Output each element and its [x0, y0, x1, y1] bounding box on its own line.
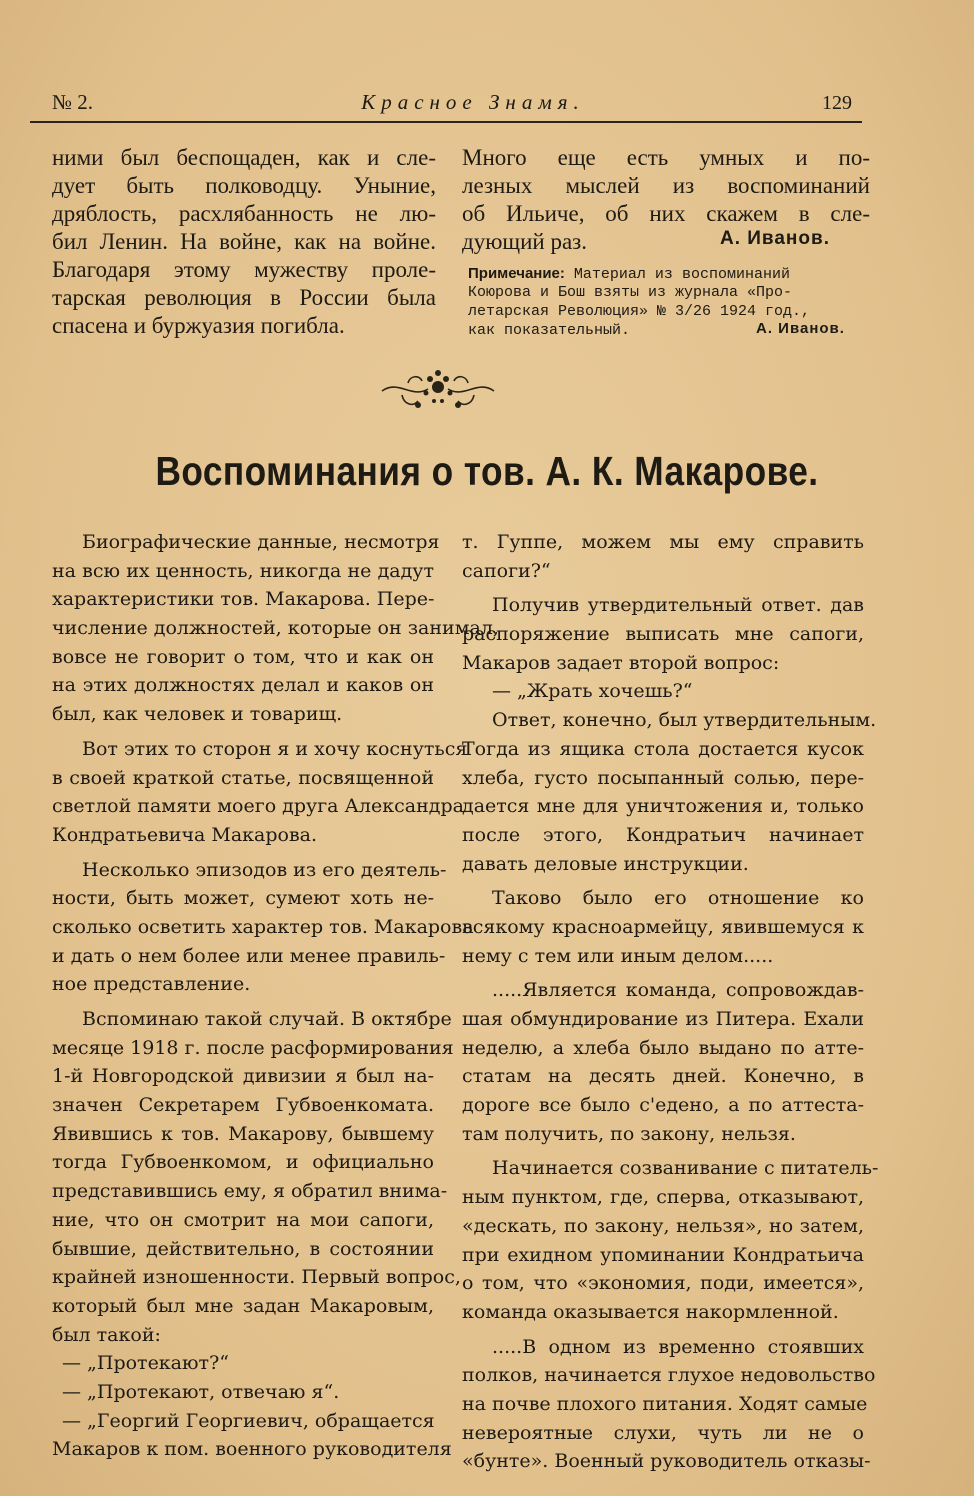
text-line: т. Гуппе, можем мы ему справить [462, 531, 864, 553]
text-line: Явившись к тов. Макарову, бывшему [52, 1122, 434, 1145]
page-header [48, 84, 864, 124]
footnote-line: Коюрова и Бош взяты из журнала «Про- [468, 284, 793, 301]
text-line: был такой: [52, 1323, 161, 1346]
article-left-column [52, 528, 499, 1464]
text-line: Макаров задает второй вопрос: [462, 651, 780, 674]
text-line: сколько осветить характер тов. Макарова [52, 915, 474, 938]
footnote-label: Примечание: [468, 265, 565, 282]
text-line: там получить, по закону, нельзя. [462, 1122, 796, 1145]
text-line: после этого, Кондратьич начинает [462, 823, 864, 846]
text-line: значен Секретарем Губвоенкомата. [52, 1094, 434, 1117]
text-line: — „Жрать хочешь?“ [492, 680, 693, 703]
text-line: тогда Губвоенкомом, и официально [52, 1151, 434, 1174]
text-line: .....В одном из временно стоявших [492, 1335, 864, 1358]
text-line: Несколько эпизодов из его деятель- [82, 858, 447, 881]
text-line: ности, быть может, сумеют хоть не- [52, 887, 434, 910]
text-line: на этих должностях делал и каков он [52, 674, 434, 697]
text-line: и дать о нем более или менее правиль- [52, 944, 446, 967]
text-line: крайней изношенности. Первый вопрос, [52, 1266, 461, 1289]
text-line: Много еще есть умных и по- [462, 145, 870, 170]
text-line: .....Является команда, сопровождав- [492, 979, 864, 1002]
text-line: тарская революция в России была [52, 285, 436, 310]
text-line: был, как человек и товарищ. [52, 703, 343, 726]
text-line: полков, начинается глухое недовольство [462, 1364, 876, 1387]
footnote-line: летарская Революция» № 3/26 1924 год., [468, 303, 811, 320]
text-line: «бунте». Военный руководитель отказы- [462, 1450, 871, 1473]
text-line: месяце 1918 г. после расформирования [52, 1036, 454, 1059]
text-line: — „Протекают?“ [62, 1352, 229, 1375]
text-line: Вспоминаю такой случай. В октябре [82, 1008, 452, 1030]
text-line: лезных мыслей из воспоминаний [462, 173, 870, 198]
text-line: числение должностей, которые он занимал, [52, 617, 499, 640]
text-line: распоряжение выписать мне сапоги, [462, 623, 864, 646]
previous-article-left-column [52, 144, 436, 340]
text-line: давать деловые инструкции. [462, 852, 749, 875]
issue-number: № 2. [52, 90, 94, 114]
page-number: 129 [822, 92, 852, 114]
header-rule [30, 121, 862, 123]
text-line: Таково было его отношение ко [492, 887, 864, 910]
text-line: хлеба, густо посыпанный солью, пере- [462, 766, 864, 789]
text-line: 1-й Новгородской дивизии я был на- [52, 1065, 434, 1088]
text-line: дующий раз. [462, 229, 588, 254]
text-line: ное представление. [52, 973, 251, 996]
text-line: — „Протекают, отвечаю я“. [62, 1380, 340, 1403]
text-line: характеристики тов. Макарова. Пере- [52, 588, 435, 611]
footnote-line: как показательный. [468, 322, 631, 339]
text-line: бил Ленин. На войне, как на войне. [52, 229, 436, 254]
journal-title: Красное Знамя. [361, 90, 585, 114]
text-line: при ехидном упоминании Кондратьича [462, 1243, 864, 1266]
text-line: дороге все было с'едено, а по аттеста- [462, 1094, 864, 1117]
author-signature: А. Иванов. [720, 228, 830, 249]
text-line: спасена и буржуазия погибла. [52, 313, 345, 338]
text-line: Биографические данные, несмотря [82, 531, 440, 553]
article-right-column [462, 528, 879, 1476]
text-line: вовсе не говорит о том, что и как он [52, 645, 434, 668]
text-line: Благодаря этому мужеству проле- [52, 257, 436, 282]
floral-ornament-icon [378, 365, 498, 417]
text-line: ным пунктом, где, сперва, отказывают, [462, 1186, 864, 1209]
text-line: — „Георгий Георгиевич, обращается [62, 1409, 435, 1432]
text-line: дряблость, расхлябанность не лю- [52, 201, 436, 226]
text-line: бывшие, действительно, в состоянии [52, 1237, 434, 1260]
text-line: представившись ему, я обратил внима- [52, 1180, 448, 1203]
text-line: об Ильиче, об них скажем в сле- [462, 201, 870, 226]
footnote-line: Материал из воспоминаний [573, 266, 790, 283]
text-line: который был мне задан Макаровым, [52, 1294, 434, 1317]
text-line: нему с тем или иным делом..... [462, 944, 774, 967]
text-line: Кондратьевича Макарова. [52, 823, 318, 846]
text-line: команда оказывается накормленной. [462, 1300, 839, 1323]
text-line: в своей краткой статье, посвященной [52, 766, 434, 789]
text-line: светлой памяти моего друга Александра [52, 795, 464, 818]
text-line: сапоги?“ [462, 559, 551, 582]
text-line: неделю, а хлеба было выдано по атте- [462, 1036, 864, 1059]
text-line: Вот этих то сторон я и хочу коснуться [82, 737, 468, 760]
text-line: дается мне для уничтожения и, только [462, 795, 864, 818]
text-line: о том, что «экономия, поди, имеется», [462, 1272, 864, 1295]
text-line: всякому красноармейцу, явившемуся к [462, 915, 864, 938]
text-line: статам на десять дней. Конечно, в [462, 1065, 864, 1088]
text-line: Получив утвердительный ответ. дав [492, 594, 864, 617]
text-line: дует быть полководцу. Уныние, [52, 173, 436, 198]
text-line: на всю их ценность, никогда не дадут [52, 559, 434, 582]
text-line: Ответ, конечно, был утвердительным. [492, 709, 877, 732]
text-line: ние, что он смотрит на мои сапоги, [52, 1208, 434, 1231]
text-line: Тогда из ящика стола достается кусок [462, 737, 864, 760]
text-line: ними был беспощаден, как и сле- [52, 145, 436, 170]
text-line: «дескать, по закону, нельзя», но затем, [462, 1214, 864, 1237]
text-line: на почве плохого питания. Ходят самые [462, 1392, 868, 1415]
text-line: шая обмундирование из Питера. Ехали [462, 1008, 864, 1030]
footnote-signature: А. Иванов. [756, 320, 845, 337]
text-line: Макаров к пом. военного руководителя [52, 1438, 452, 1461]
text-line: невероятные слухи, чуть ли не о [462, 1421, 864, 1444]
article-title: Воспоминания о тов. А. К. Макарове. [155, 448, 819, 494]
text-line: Начинается созванивание с питатель- [492, 1157, 879, 1180]
